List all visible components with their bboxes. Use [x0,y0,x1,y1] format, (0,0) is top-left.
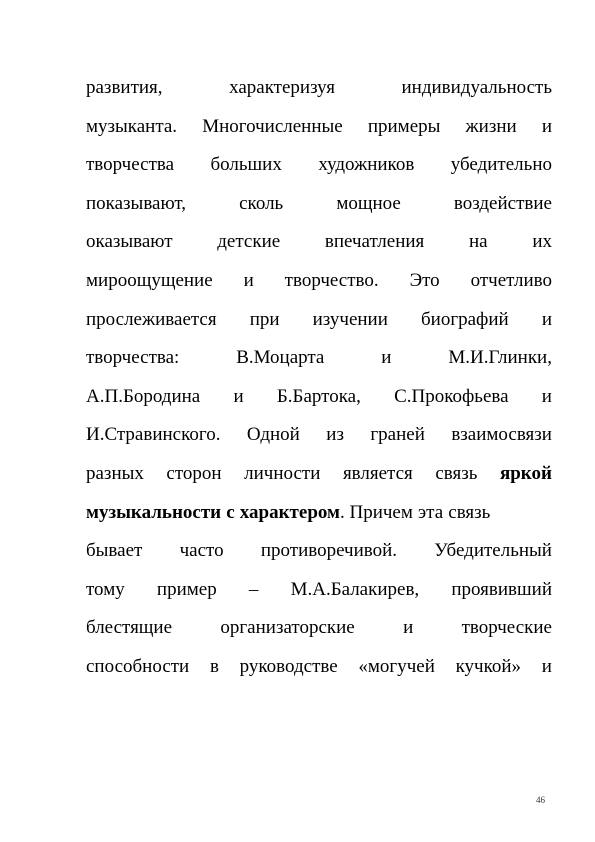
word: Убедительный [434,540,552,562]
word: кучкой» [455,656,522,677]
word: эта [418,501,444,523]
word: . Причем [339,501,413,523]
word: и [541,308,552,330]
word: сколь [239,192,284,214]
text-line [86,193,552,215]
word: М.А.Балакирев, [290,578,420,600]
word: примеры [367,115,441,137]
word: их [532,231,552,253]
word: убедительно [450,154,552,176]
text-line [86,540,552,562]
word: мощное [336,192,401,214]
word: творчества: [86,347,180,369]
word: часто [179,540,224,562]
word: бывает [86,540,143,562]
word: мироощущение [86,270,213,291]
word: пример [156,578,217,600]
word: связь [448,501,491,523]
word: и [541,115,552,137]
word: Одной [246,424,300,446]
word: творческие [461,617,552,639]
word: М.И.Глинки, [448,347,552,369]
word: – [248,578,259,600]
word: С.Прокофьева [394,385,509,407]
word: биографий [421,308,509,330]
text-line [86,424,552,446]
word: и [403,617,414,639]
text-line [86,386,552,408]
word: «могучей [358,656,435,677]
word: детские [217,231,281,253]
word: Это [409,270,440,291]
word: с [226,501,235,523]
word: характеризуя [229,77,335,98]
text-line [86,579,552,601]
word: организаторские [220,617,355,639]
text-line [86,502,552,524]
word: Многочисленные [202,115,343,137]
word: воздействие [453,192,552,214]
word: прослеживается [86,308,217,330]
word: отчетливо [470,270,552,291]
word: связь [435,463,478,484]
word: И.Стравинского. [86,424,221,446]
word: противоречивой. [260,540,398,562]
word: является [342,463,413,484]
word: показывают, [86,192,187,214]
word: изучении [312,308,388,330]
word: больших [210,154,282,176]
word: Б.Бартока, [276,385,361,407]
word: А.П.Бородина [86,385,201,407]
word: проявивший [451,578,552,600]
text-line [86,347,552,369]
text-line [86,77,552,99]
word: жизни [465,115,517,137]
text-line [86,116,552,138]
word: яркой [499,463,552,484]
word: блестящие [86,617,173,639]
word: творчества [86,154,175,176]
word: руководстве [239,656,338,677]
text-line [86,270,552,292]
word: и [381,347,392,369]
word: взаимосвязи [451,424,552,446]
word: способности [86,656,190,677]
text-line [86,656,552,678]
word: из [326,424,344,446]
text-line [86,154,552,176]
word: В.Моцарта [236,347,325,369]
word: сторон [166,463,222,484]
word: при [249,308,280,330]
word: и [233,385,244,407]
word: развития, [86,77,163,98]
word: разных [86,463,144,484]
page-number: 46 [536,795,545,805]
word: тому [86,578,125,600]
word: на [469,231,488,253]
word: музыкальности [86,501,222,523]
word: граней [370,424,425,446]
word: характером [239,501,340,523]
text-line [86,463,552,485]
word: личности [244,463,321,484]
word: и [541,656,552,677]
word: впечатления [324,231,425,253]
word: музыканта. [86,115,178,137]
word: в [209,656,219,677]
word: художников [318,154,415,176]
word: и [541,385,552,407]
text-line [86,231,552,253]
word: индивидуальность [401,77,552,98]
word: и [243,270,254,291]
word: творчество. [284,270,379,291]
word: оказывают [86,231,173,253]
text-line [86,309,552,331]
text-line [86,617,552,639]
